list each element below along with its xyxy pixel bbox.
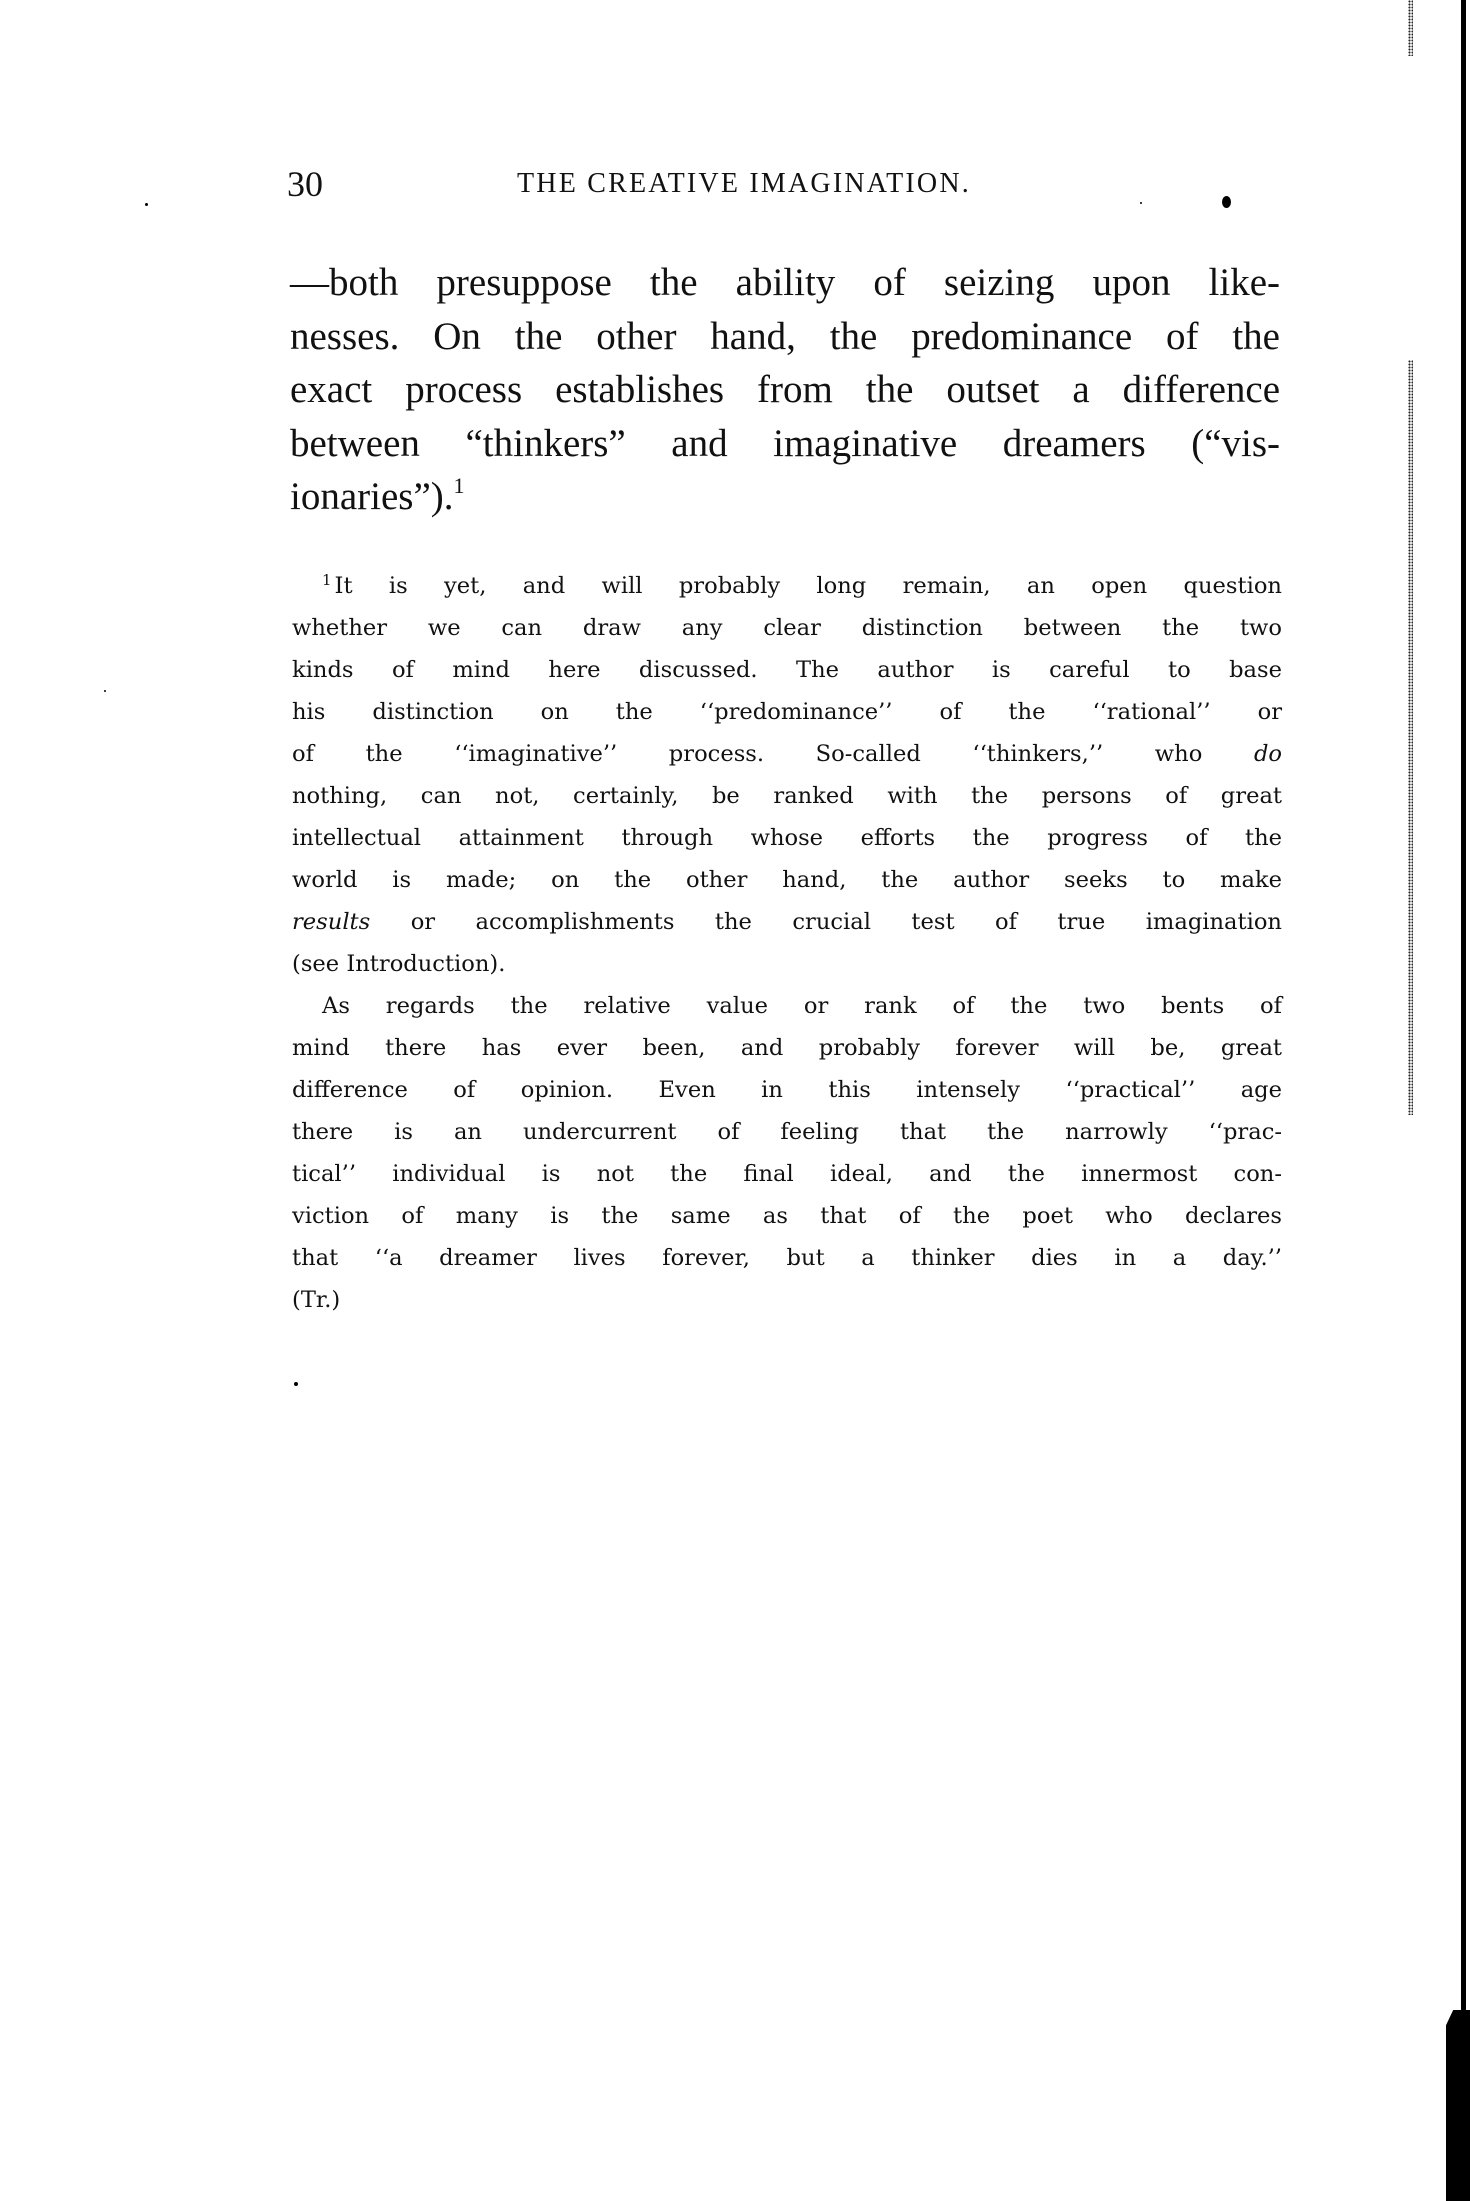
footnote-line: As regards the relative value or rank of the two bents of (322, 993, 1282, 1019)
footnote-line-text: of the ‘‘imaginative’’ process. So-called ‘‘thinkers,’’ who (292, 741, 1203, 767)
footnote-line: world is made; on the other hand, the author seeks to make (292, 867, 1282, 893)
footnote-reference[interactable]: 1 (453, 473, 465, 498)
body-paragraph (290, 256, 1280, 524)
running-head (287, 164, 1287, 204)
footnote-line: intellectual attainment through whose efforts the progress of the (292, 825, 1282, 851)
page-number: 30 (287, 164, 323, 204)
footnote-line: whether we can draw any clear distinction between the two (292, 615, 1282, 641)
footnote-line (292, 565, 1282, 607)
footnote-marker: 1 (322, 571, 332, 589)
ink-speck (1140, 202, 1142, 204)
body-line: between “thinkers” and imaginative dreamers (“vis- (290, 421, 1280, 465)
footnote-line: there is an undercurrent of feeling that the narrowly ‘‘prac- (292, 1119, 1282, 1145)
footnote-line (292, 733, 1282, 775)
scan-noise-stripe (1408, 360, 1413, 1115)
italic-word: results (292, 909, 371, 935)
footnote-line-text: or accomplishments the crucial test of true imagination (410, 909, 1282, 935)
body-line: exact process establishes from the outset a difference (290, 368, 1280, 411)
footnote-line: kinds of mind here discussed. The author is careful to base (292, 657, 1282, 683)
ink-speck (294, 1382, 298, 1386)
scan-edge-shadow (1461, 0, 1466, 2201)
ink-speck (104, 690, 106, 692)
footnote-line: (see Introduction). (292, 951, 506, 977)
footnote-line: mind there has ever been, and probably forever will be, great (292, 1035, 1282, 1061)
footnote-line: tical’’ individual is not the final ideal, and the innermost con- (292, 1161, 1282, 1187)
running-title: THE CREATIVE IMAGINATION. (517, 168, 971, 199)
footnote-line: his distinction on the ‘‘predominance’’ of the ‘‘rational’’ or (292, 699, 1282, 725)
footnote-line: difference of opinion. Even in this intensely ‘‘practical’’ age (292, 1077, 1282, 1103)
body-line: nesses. On the other hand, the predominance of the (290, 314, 1280, 358)
footnote-line: nothing, can not, certainly, be ranked with the persons of great (292, 783, 1282, 809)
footnote-line: (Tr.) (292, 1287, 341, 1313)
footnote-line-text: It is yet, and will probably long remain, an open question (334, 573, 1282, 599)
italic-word: do (1253, 741, 1283, 767)
footnote-line: that ‘‘a dreamer lives forever, but a thinker dies in a day.’’ (292, 1245, 1282, 1271)
body-line: —both presuppose the ability of seizing upon like- (290, 261, 1280, 304)
footnote (292, 565, 1282, 1321)
footnote-line: viction of many is the same as that of the poet who declares (292, 1203, 1282, 1229)
scan-edge-shadow-bottom (1446, 2010, 1470, 2201)
body-line-text: ionaries”). (290, 475, 454, 518)
body-line (290, 470, 1280, 524)
ink-speck (1222, 196, 1231, 208)
footnote-line (292, 901, 1282, 943)
ink-speck (145, 203, 148, 206)
scan-noise-stripe (1408, 0, 1413, 56)
